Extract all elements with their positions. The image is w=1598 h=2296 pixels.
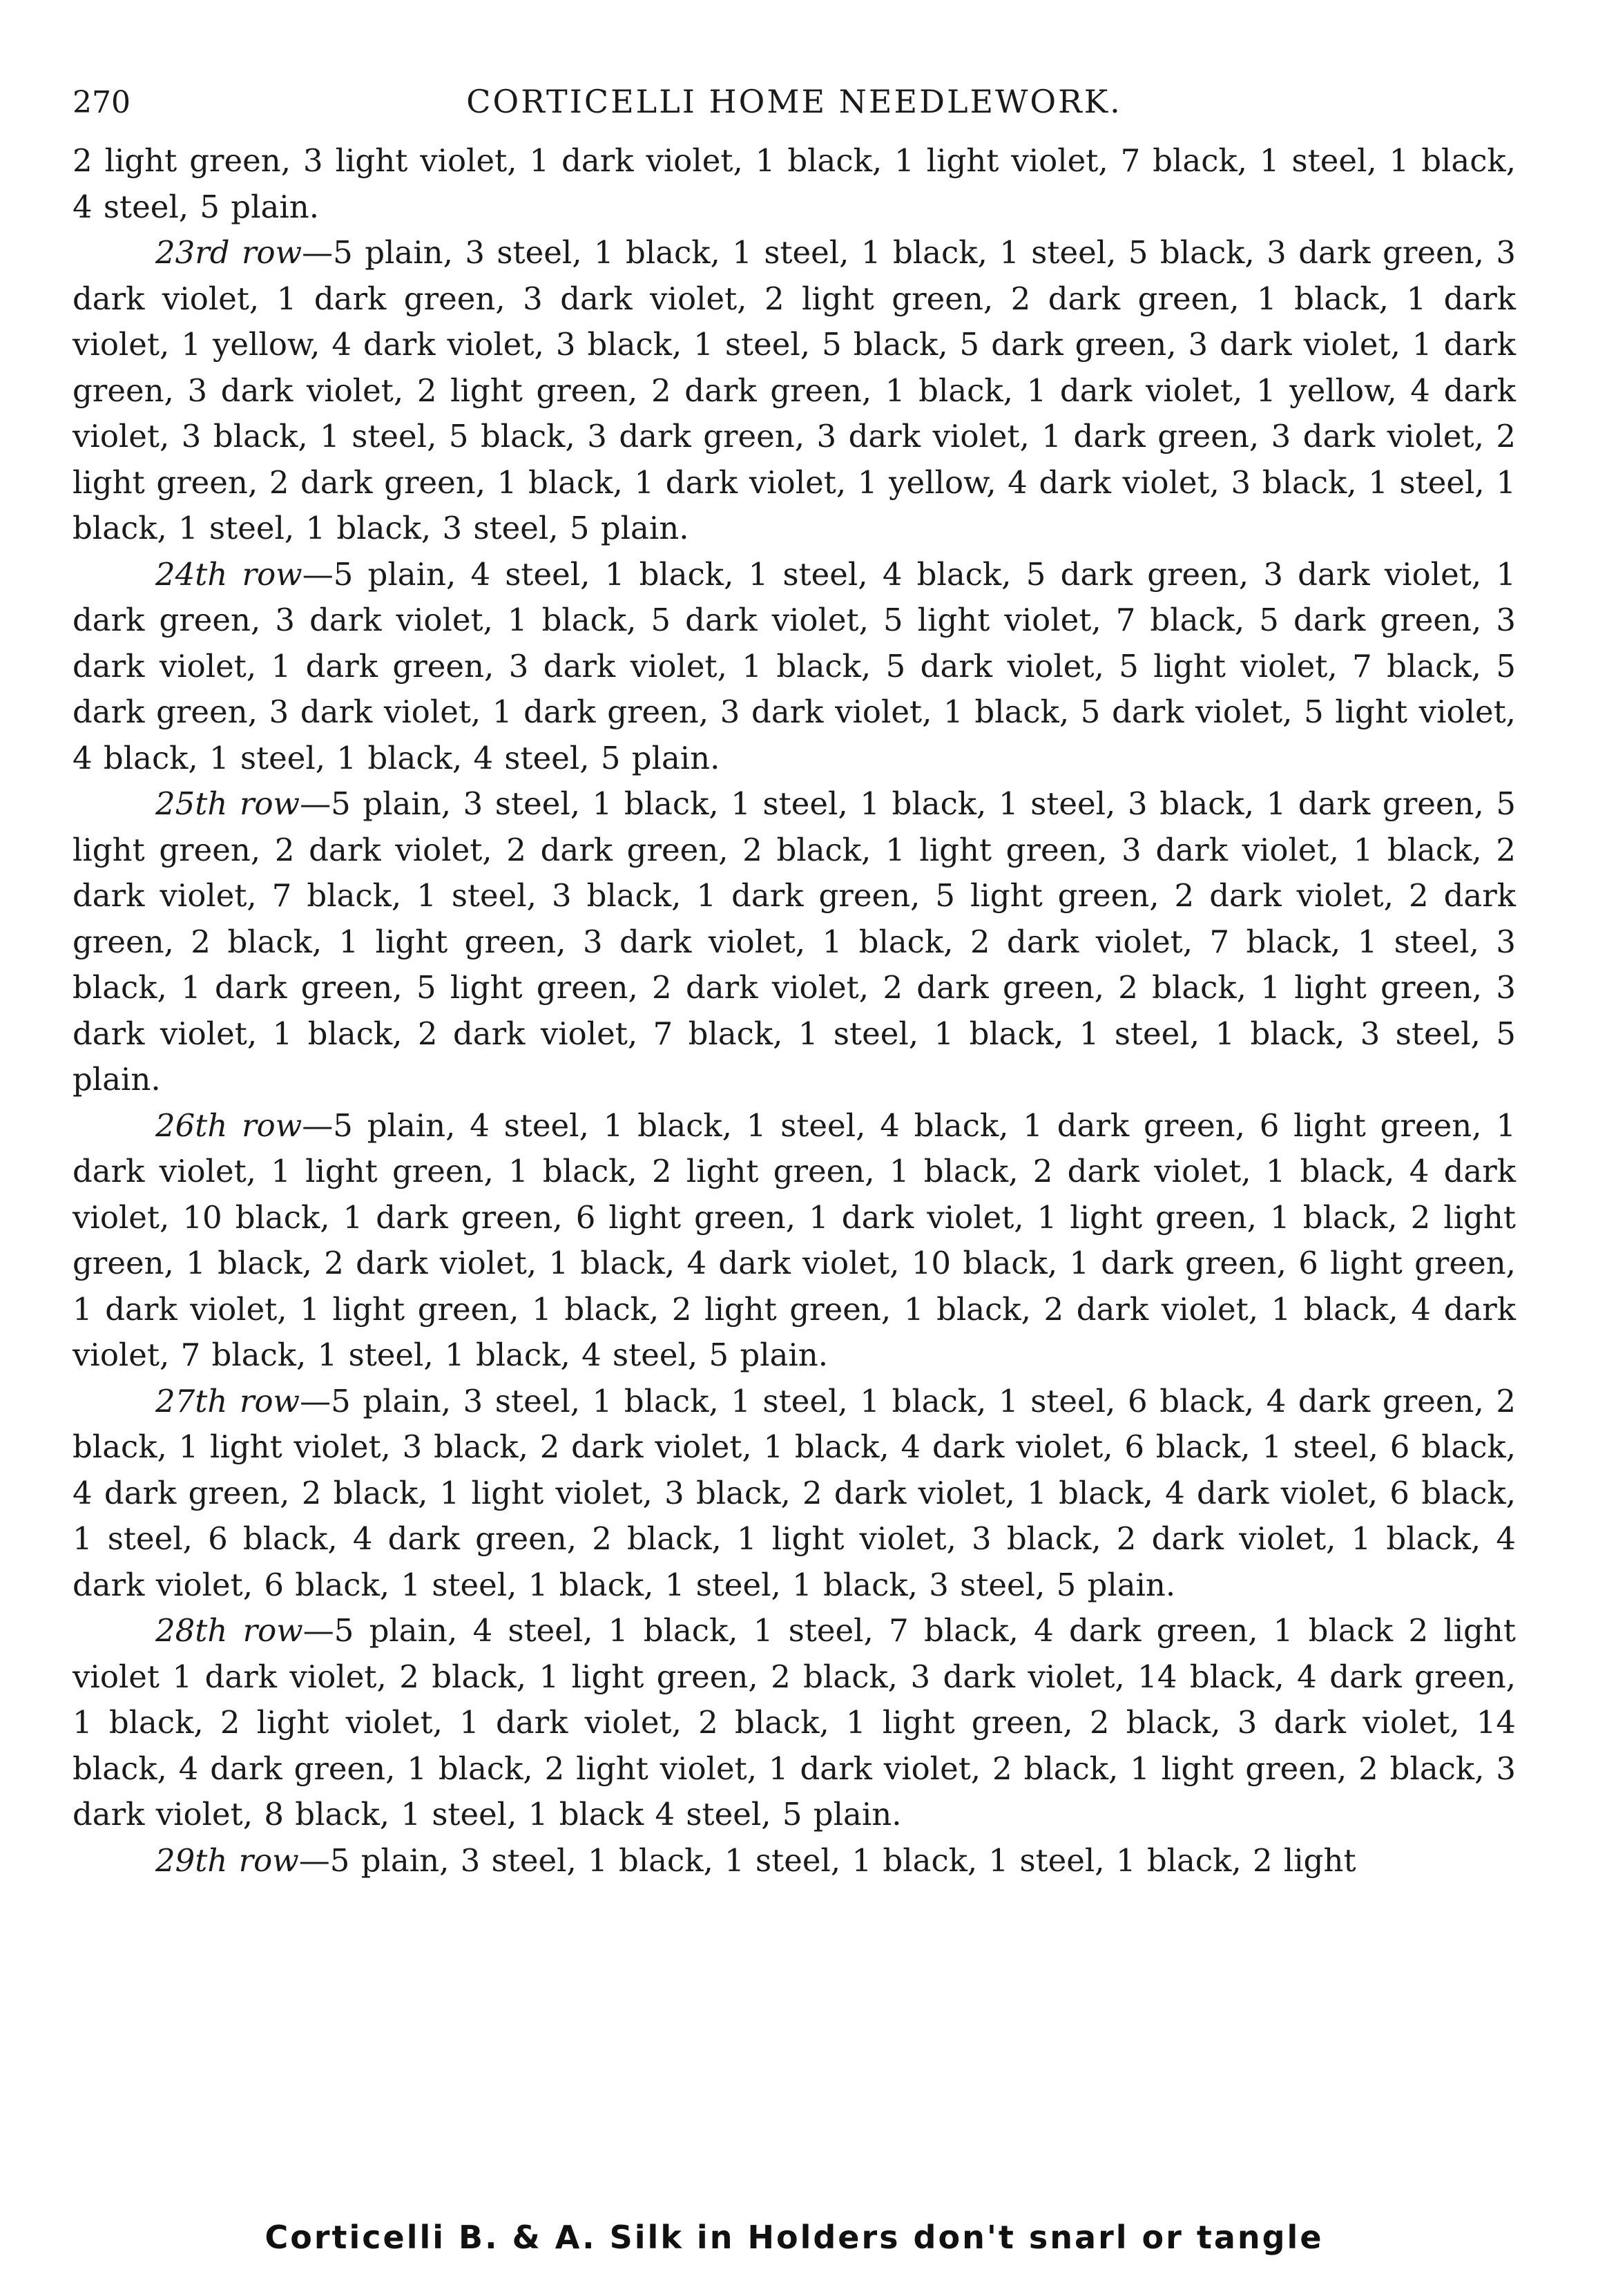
paragraph-text: —5 plain, 3 steel, 1 black, 1 steel, 1 black, 1 steel, 3 black, 1 dark green, 5 light green, 2 dark violet, 2 dark green, 2 black, 1 light green, 3 dark violet, 1 black, 2 dark violet, 7 black, 1 steel, 3 black, 1 dark green, 5 light green, 2 dark violet, 2 dark green, 2 black, 1 light green, 3 dark violet, 1 black, 2 dark violet, 7 black, 1 steel, 3 black, 1 dark green, 5 light green, 2 dark violet, 2 dark green, 2 black, 1 light green, 3 dark violet, 1 black, 2 dark violet, 7 black, 1 steel, 1 black, 1 steel, 1 black, 3 steel, 5 plain. [73,785,1516,1098]
footer-advert: Corticelli B. & A. Silk in Holders don't snarl or tangle [264,2219,1324,2256]
paragraph-text: —5 plain, 4 steel, 1 black, 1 steel, 4 black, 1 dark green, 6 light green, 1 dark violet, 1 light green, 1 black, 2 light green, 1 black, 2 dark violet, 1 black, 4 dark violet, 10 black, 1 dark green, 6 light green, 1 dark violet, 1 light green, 1 black, 2 light green, 1 black, 2 dark violet, 1 black, 4 dark violet, 10 black, 1 dark green, 6 light green, 1 dark violet, 1 light green, 1 black, 2 light green, 1 black, 2 dark violet, 1 black, 4 dark violet, 7 black, 1 steel, 1 black, 4 steel, 5 plain. [73,1107,1516,1373]
paragraph-row-28 [73,1608,1516,1838]
running-title: CORTICELLI HOME NEEDLEWORK. [466,83,1122,120]
paragraph-row-29 [73,1838,1516,1884]
paragraph-text: —5 plain, 3 steel, 1 black, 1 steel, 1 black, 1 steel, 1 black, 2 light [298,1841,1356,1879]
paragraph-text: —5 plain, 3 steel, 1 black, 1 steel, 1 black, 1 steel, 5 black, 3 dark green, 3 dark violet, 1 dark green, 3 dark violet, 2 light green, 2 dark green, 1 black, 1 dark violet, 1 yellow, 4 dark violet, 3 black, 1 steel, 5 black, 5 dark green, 3 dark violet, 1 dark green, 3 dark violet, 2 light green, 2 dark green, 1 black, 1 dark violet, 1 yellow, 4 dark violet, 3 black, 1 steel, 5 black, 3 dark green, 3 dark violet, 1 dark green, 3 dark violet, 2 light green, 2 dark green, 1 black, 1 dark violet, 1 yellow, 4 dark violet, 3 black, 1 steel, 1 black, 1 steel, 1 black, 3 steel, 5 plain. [73,234,1516,546]
paragraph-text: 2 light green, 3 light violet, 1 dark violet, 1 black, 1 light violet, 7 black, 1 steel, 1 black, 4 steel, 5 plain. [73,142,1516,225]
row-label: 24th row [155,555,302,593]
page-number: 270 [73,85,131,120]
book-page [73,83,1516,1884]
paragraph-continuation [73,138,1516,230]
paragraph-text: —5 plain, 4 steel, 1 black, 1 steel, 7 black, 4 dark green, 1 black 2 light violet 1 dark violet, 2 black, 1 light green, 2 black, 3 dark violet, 14 black, 4 dark green, 1 black, 2 light violet, 1 dark violet, 2 black, 1 light green, 2 black, 3 dark violet, 14 black, 4 dark green, 1 black, 2 light violet, 1 dark violet, 2 black, 1 light green, 2 black, 3 dark violet, 8 black, 1 steel, 1 black 4 steel, 5 plain. [73,1612,1516,1833]
paragraph-row-26 [73,1103,1516,1379]
paragraph-text: —5 plain, 3 steel, 1 black, 1 steel, 1 black, 1 steel, 6 black, 4 dark green, 2 black, 1 light violet, 3 black, 2 dark violet, 1 black, 4 dark violet, 6 black, 1 steel, 6 black, 4 dark green, 2 black, 1 light violet, 3 black, 2 dark violet, 1 black, 4 dark violet, 6 black, 1 steel, 6 black, 4 dark green, 2 black, 1 light violet, 3 black, 2 dark violet, 1 black, 4 dark violet, 6 black, 1 steel, 1 black, 1 steel, 1 black, 3 steel, 5 plain. [73,1382,1516,1603]
paragraph-row-23 [73,230,1516,552]
row-label: 23rd row [155,234,302,271]
page-header [73,83,1516,138]
paragraph-text: —5 plain, 4 steel, 1 black, 1 steel, 4 black, 5 dark green, 3 dark violet, 1 dark green, 3 dark violet, 1 black, 5 dark violet, 5 light violet, 7 black, 5 dark green, 3 dark violet, 1 dark green, 3 dark violet, 1 black, 5 dark violet, 5 light violet, 7 black, 5 dark green, 3 dark violet, 1 dark green, 3 dark violet, 1 black, 5 dark violet, 5 light violet, 4 black, 1 steel, 1 black, 4 steel, 5 plain. [73,555,1516,776]
row-label: 25th row [155,785,300,822]
row-label: 29th row [155,1841,299,1879]
paragraph-row-27 [73,1379,1516,1609]
paragraph-row-24 [73,552,1516,782]
paragraph-row-25 [73,781,1516,1103]
row-label: 27th row [155,1382,300,1419]
row-label: 26th row [155,1107,302,1144]
row-label: 28th row [155,1612,303,1649]
